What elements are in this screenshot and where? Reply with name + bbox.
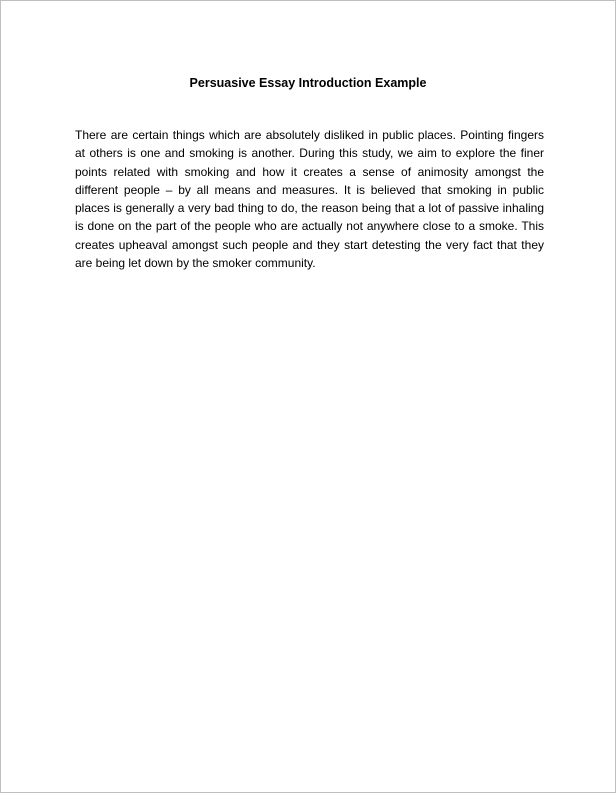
document-title: Persuasive Essay Introduction Example: [189, 76, 427, 90]
body-paragraph: There are certain things which are absolutely disliked in public places. Pointing fingers at others is one and smoking is another. During this study, we aim to explore the finer points related with smoking and how it creates a sense of animosity amongst the different people – by all means and measures. It is believed that smoking in public places is generally a very bad thing to do, the reason being that a lot of passive inhaling is done on the part of the people who are actually not anywhere close to a smoke. This creates upheaval amongst such people and they start detesting the very fact that they are being let down by the smoker community.: [75, 128, 544, 271]
